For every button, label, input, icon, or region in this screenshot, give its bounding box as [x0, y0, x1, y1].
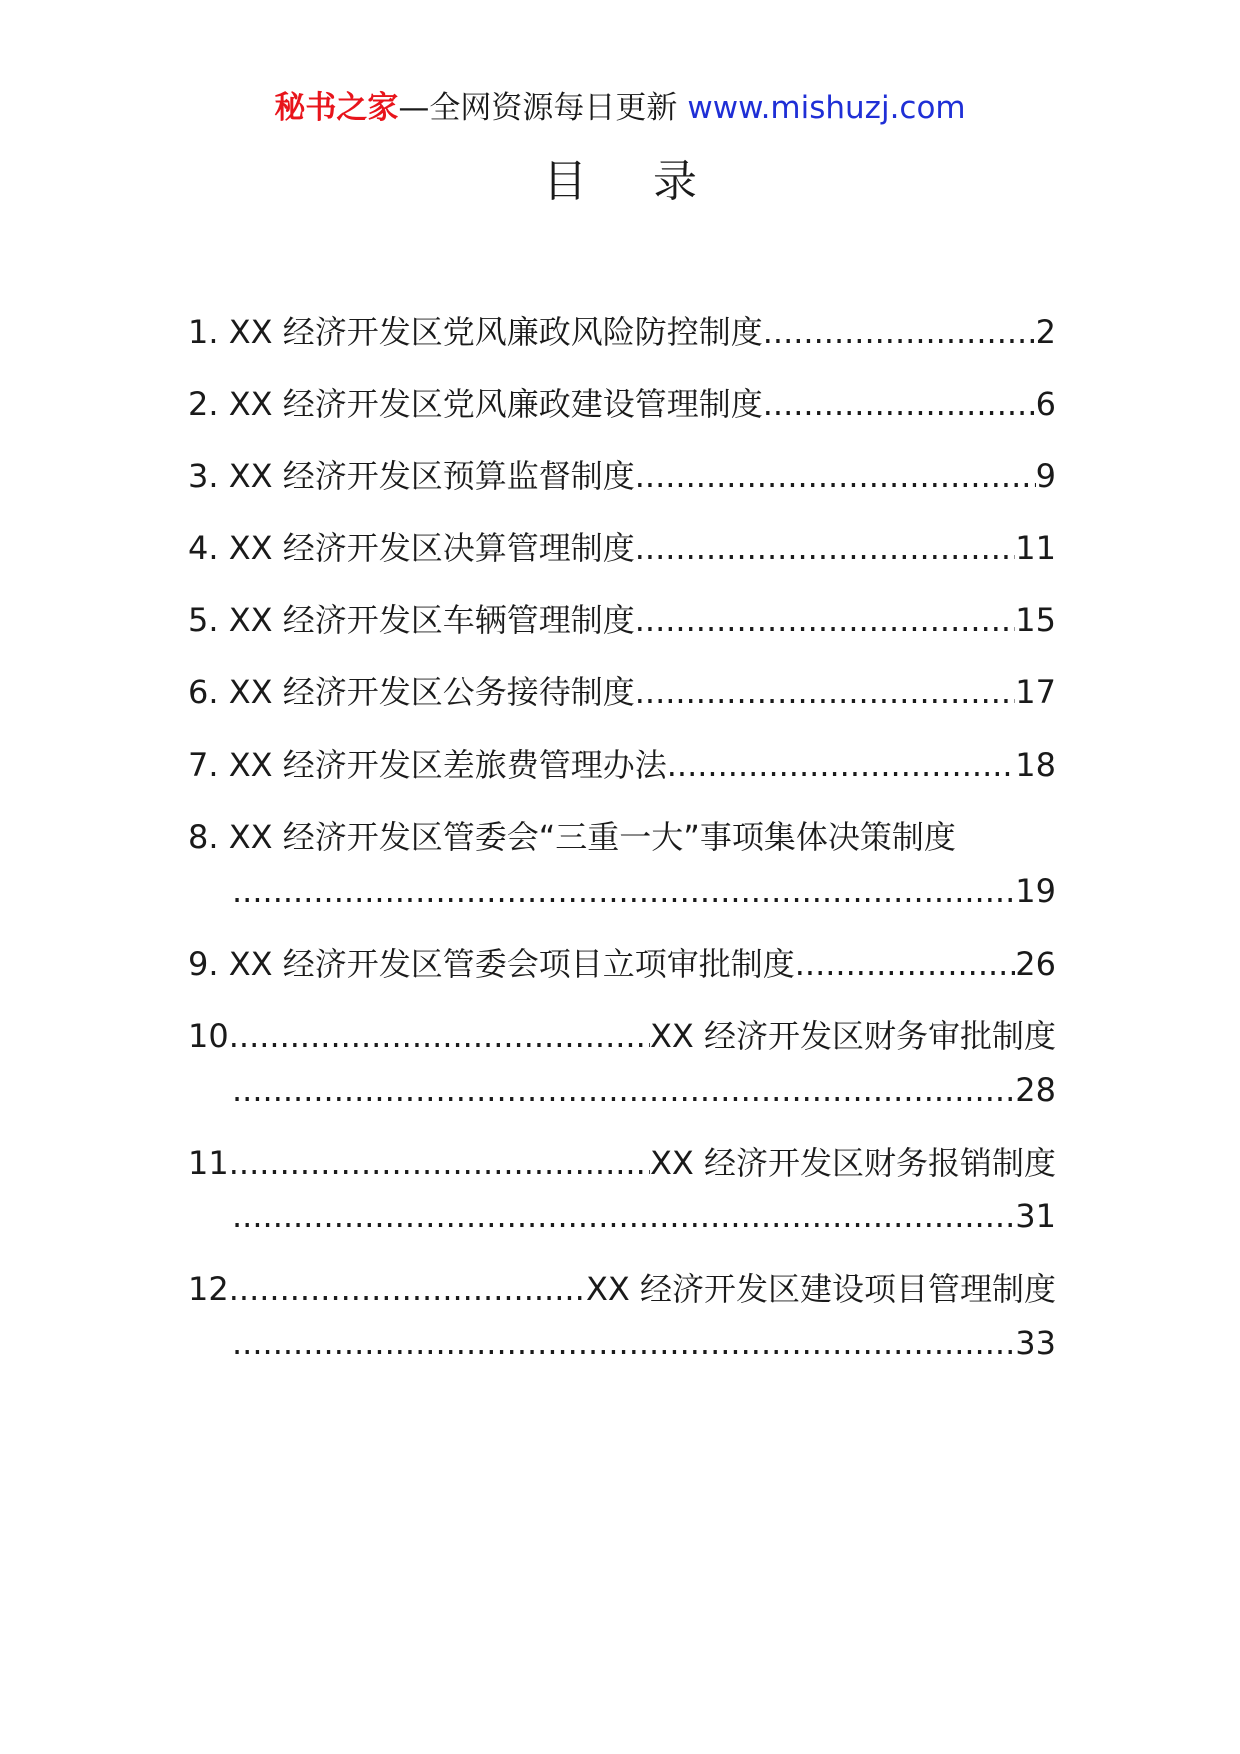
toc-entry-11-continuation[interactable]: [188, 1196, 1056, 1236]
toc-entry-label: 8. XX 经济开发区管委会“三重一大”事项集体决策制度: [188, 818, 956, 856]
toc-entry-page: 18: [1015, 746, 1056, 784]
toc-entry-number: 12: [188, 1270, 229, 1308]
toc-leader-dots: [635, 528, 1016, 568]
toc-entry-page: 19: [1015, 872, 1056, 910]
toc-entry-label: 4. XX 经济开发区决算管理制度: [188, 529, 635, 567]
page-title: 目 录: [543, 156, 723, 207]
toc-leader-dots: [635, 456, 1036, 496]
toc-leader-dots: [232, 1070, 1015, 1110]
toc-entry-page: 9: [1035, 457, 1056, 495]
toc-entry-label: 5. XX 经济开发区车辆管理制度: [188, 601, 635, 639]
toc-entry-page: 17: [1015, 673, 1056, 711]
toc-entry-4[interactable]: [188, 528, 1056, 568]
toc-entry-12[interactable]: [188, 1269, 1056, 1309]
toc-entry-label: XX 经济开发区建设项目管理制度: [585, 1270, 1056, 1308]
toc-entry-page: 11: [1015, 529, 1056, 567]
site-banner: [0, 88, 1240, 128]
toc-entry-11[interactable]: [188, 1143, 1056, 1183]
toc-entry-12-continuation[interactable]: [188, 1323, 1056, 1363]
toc-entry-label: 9. XX 经济开发区管委会项目立项审批制度: [188, 945, 795, 983]
toc-leader-dots: [635, 600, 1016, 640]
toc-entry-label: XX 经济开发区财务审批制度: [649, 1017, 1056, 1055]
toc-leader-dots: [232, 1323, 1015, 1363]
banner-url[interactable]: www.mishuzj.com: [687, 90, 966, 126]
brand-name: 秘书之家: [274, 90, 399, 126]
toc-entry-label: 1. XX 经济开发区党风廉政风险防控制度: [188, 313, 763, 351]
toc-entry-page: 31: [1015, 1197, 1056, 1235]
toc-leader-dots: [229, 1143, 650, 1183]
toc-entry-page: 15: [1015, 601, 1056, 639]
toc-leader-dots: [667, 745, 1016, 785]
toc-entry-label: 2. XX 经济开发区党风廉政建设管理制度: [188, 385, 763, 423]
toc-entry-page: 6: [1035, 385, 1056, 423]
toc-entry-page: 28: [1015, 1071, 1056, 1109]
banner-slogan: —全网资源每日更新: [398, 90, 678, 126]
toc-leader-dots: [229, 1016, 650, 1056]
toc-leader-dots: [635, 672, 1016, 712]
toc-entry-label: XX 经济开发区财务报销制度: [649, 1144, 1056, 1182]
toc-entry-number: 10: [188, 1017, 229, 1055]
toc-entry-8[interactable]: [188, 817, 1056, 857]
toc-entry-10[interactable]: [188, 1016, 1056, 1056]
toc-entry-1[interactable]: [188, 312, 1056, 352]
toc-entry-5[interactable]: [188, 600, 1056, 640]
toc-leader-dots: [232, 1196, 1015, 1236]
toc-leader-dots: [795, 944, 1016, 984]
toc-leader-dots: [229, 1269, 586, 1309]
toc-entry-label: 3. XX 经济开发区预算监督制度: [188, 457, 635, 495]
toc-entry-page: 2: [1035, 313, 1056, 351]
toc-entry-9[interactable]: [188, 944, 1056, 984]
toc-leader-dots: [232, 871, 1015, 911]
toc-entry-6[interactable]: [188, 672, 1056, 712]
toc-entry-label: 7. XX 经济开发区差旅费管理办法: [188, 746, 667, 784]
toc-entry-3[interactable]: [188, 456, 1056, 496]
toc-entry-page: 26: [1015, 945, 1056, 983]
toc-leader-dots: [763, 312, 1036, 352]
toc-entry-label: 6. XX 经济开发区公务接待制度: [188, 673, 635, 711]
toc-entry-8-continuation[interactable]: [188, 871, 1056, 911]
toc-entry-7[interactable]: [188, 745, 1056, 785]
toc-entry-10-continuation[interactable]: [188, 1070, 1056, 1110]
toc-entry-page: 33: [1015, 1324, 1056, 1362]
toc-entry-2[interactable]: [188, 384, 1056, 424]
toc-entry-number: 11: [188, 1144, 229, 1182]
toc-leader-dots: [763, 384, 1036, 424]
